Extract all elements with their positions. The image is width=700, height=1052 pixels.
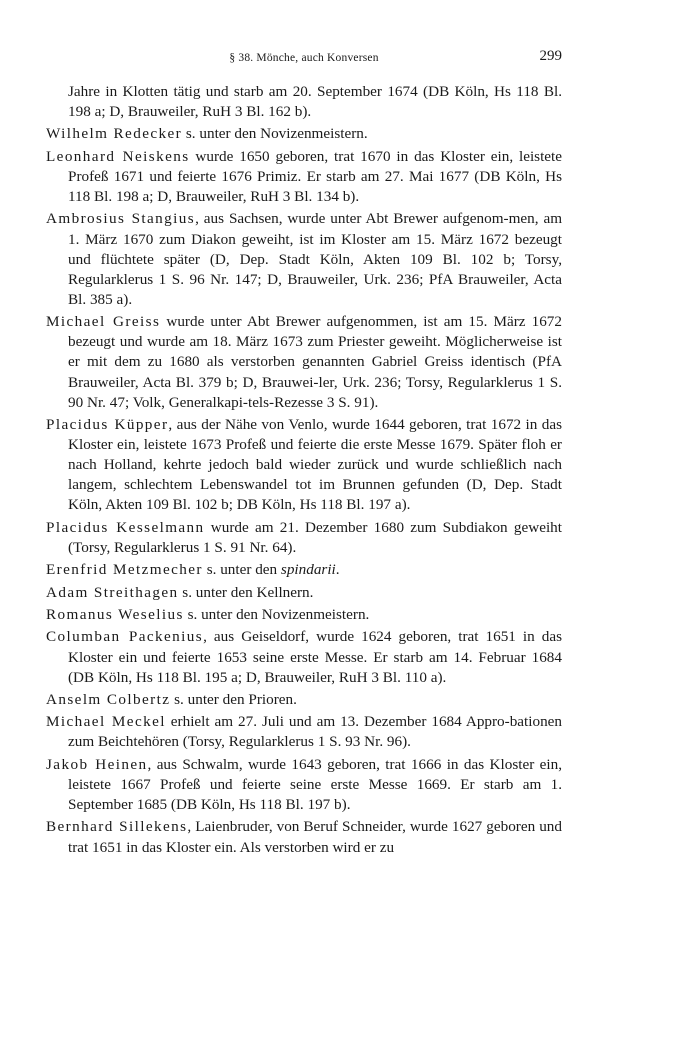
entry-ambrosius-stangius xyxy=(46,209,562,309)
entry-jakob-heinen xyxy=(46,755,562,815)
entry-text: , aus Schwalm, wurde 1643 geboren, trat 1666 in das Kloster ein, leistete 1667 Profeß und feierte seine erste Messe 1669. Er starb am 1. September 1685 (DB Köln, Hs 118 Bl. 197 b). xyxy=(68,755,563,814)
entry-name: Michael Meckel xyxy=(46,713,166,731)
entry-name: Anselm Colbertz xyxy=(46,690,171,708)
running-head: § 38. Mönche, auch Konversen xyxy=(229,52,379,64)
entry-placidus-kuepper xyxy=(46,415,562,515)
entry-leonhard-neiskens xyxy=(46,147,562,207)
entry-italic-term: spindarii xyxy=(280,561,336,579)
entry-continuation xyxy=(46,82,562,122)
entry-text-after: . xyxy=(335,561,340,579)
entry-name: Bernhard Sillekens xyxy=(46,818,188,836)
entry-text: , aus Geiseldorf, wurde 1624 geboren, trat 1651 in das Kloster ein und feierte 1653 seine erste Messe. Er starb am 14. Februar 1684 (DB Köln, Hs 118 Bl. 195 a; D, Brauweiler, RuH 3 Bl. 110 a). xyxy=(68,628,562,686)
entry-text: s. unter den xyxy=(202,561,281,579)
entry-adam-streithagen xyxy=(46,583,562,603)
entry-placidus-kesselmann xyxy=(46,518,562,558)
entry-name: Leonhard Neiskens xyxy=(46,147,190,165)
entry-anselm-colbertz xyxy=(46,690,562,710)
page-body xyxy=(46,82,562,858)
entry-romanus-weselius xyxy=(46,605,562,625)
entry-name: Michael Greiss xyxy=(46,313,161,331)
entry-text: s. unter den Novizenmeistern. xyxy=(183,606,370,624)
entry-name: Placidus Küpper xyxy=(46,415,169,433)
entry-text: s. unter den Novizenmeistern. xyxy=(182,125,368,143)
entry-text: s. unter den Kellnern. xyxy=(178,583,314,601)
entry-name: Wilhelm Redecker xyxy=(46,125,183,143)
entry-erenfrid-metzmecher xyxy=(46,560,562,580)
page-header xyxy=(46,48,562,74)
entry-name: Ambrosius Stangius xyxy=(46,210,196,228)
entry-text: wurde 1650 geboren, trat 1670 in das Kloster ein, leistete Profeß 1671 und feierte 1676 Primiz. Er starb am 27. Mai 1677 (DB Köln, Hs 118 Bl. 198 a; D, Brauweiler, RuH 3 Bl. 134 b). xyxy=(68,147,562,206)
entry-name: Placidus Kesselmann xyxy=(46,518,205,536)
entry-michael-greiss xyxy=(46,312,562,412)
entry-name: Adam Streithagen xyxy=(46,583,179,601)
entry-name: Columban Packenius xyxy=(46,628,204,646)
entry-text: , aus Sachsen, wurde unter Abt Brewer aufgenom-men, am 1. März 1670 zum Diakon geweiht, ist im Kloster am 15. März 1672 bezeugt und flüchtete später (D, Dep. Stadt Köln, Akten 109 Bl. 102 b; Torsy, Regularklerus 1 S. 96 Nr. 147; D, Brauweiler, Urk. 236; PfA Brauweiler, Acta Bl. 385 a). xyxy=(68,210,563,308)
entry-name: Erenfrid Metzmecher xyxy=(46,561,203,579)
entry-name: Romanus Weselius xyxy=(46,606,184,624)
entry-wilhelm-redecker xyxy=(46,124,562,144)
entry-name: Jakob Heinen xyxy=(46,755,148,773)
entry-text: wurde am 21. Dezember 1680 zum Subdiakon geweiht (Torsy, Regularklerus 1 S. 91 Nr. 64). xyxy=(68,518,562,556)
page-number: 299 xyxy=(539,48,562,64)
entry-bernhard-sillekens xyxy=(46,817,562,857)
entry-text: wurde unter Abt Brewer aufgenommen, ist am 15. März 1672 bezeugt und wurde am 18. März 1673 zum Priester geweiht. Möglicherweise ist er mit dem zu 1680 als verstorben genannten Gabriel Greiss identisch (PfA Brauweiler, Acta Bl. 379 b; D, Brauwei-ler, Urk. 236; Torsy, Regularklerus 1 S. 90 Nr. 47; Volk, Generalkapi-tels-Rezesse 3 S. 91). xyxy=(68,313,562,411)
book-page xyxy=(46,48,562,860)
entry-text: s. unter den Prioren. xyxy=(170,690,297,708)
entry-text: Jahre in Klotten tätig und starb am 20. September 1674 (DB Köln, Hs 118 Bl. 198 a; D, Brauweiler, RuH 3 Bl. 162 b). xyxy=(68,83,562,121)
entry-columban-packenius xyxy=(46,627,562,687)
entry-text: , Laienbruder, von Beruf Schneider, wurde 1627 geboren und trat 1651 in das Kloster ein. Als verstorben wird er zu xyxy=(68,818,562,856)
entry-michael-meckel xyxy=(46,712,562,752)
entry-text: , aus der Nähe von Venlo, wurde 1644 geboren, trat 1672 in das Kloster ein, leistete 1673 Profeß und feierte die erste Messe 1679. Später floh er nach Holland, kehrte jedoch bald wieder zurück und wurde schließlich nach langem, schlechtem Lebenswandel tot im Brunnen gefunden (D, Dep. Stadt Köln, Akten 109 Bl. 102 b; DB Köln, Hs 118 Bl. 197 a). xyxy=(68,415,562,514)
entry-text: erhielt am 27. Juli und am 13. Dezember 1684 Appro-bationen zum Beichtehören (Torsy, Regularklerus 1 S. 93 Nr. 96). xyxy=(68,713,563,751)
